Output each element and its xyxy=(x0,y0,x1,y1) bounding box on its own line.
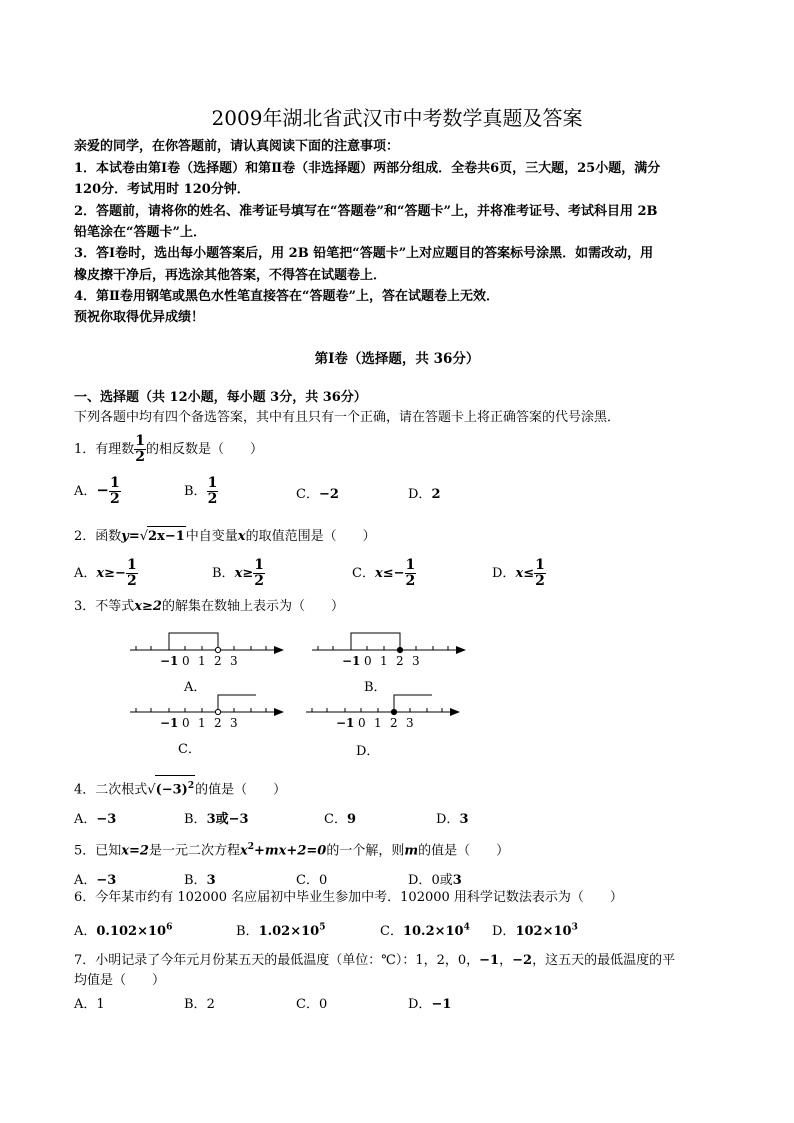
tick-label: 0 xyxy=(358,716,366,730)
number-line-b xyxy=(310,630,470,670)
tick-label: 1 xyxy=(198,654,206,668)
question-6-option-c: C．$10.2\times 10^4$ xyxy=(380,922,470,939)
question-5-option-a: A．−3 xyxy=(74,873,117,888)
question-3-label-a: A． xyxy=(184,680,207,695)
question-1-option-d: D．2 xyxy=(408,487,441,502)
question-1-option-c: C．−2 xyxy=(296,487,339,502)
solid-point xyxy=(391,709,396,714)
question-7-stem-line1: 7．小明记录了今年元月份某五天的最低温度（单位：℃）：1，2，0，−1，−2，这五天的最低温度的平 xyxy=(74,953,676,968)
question-4-option-d: D．3 xyxy=(436,812,469,827)
tick-label: 1 xyxy=(380,654,388,668)
question-1-option-b: B． $\frac{1}{2}$ xyxy=(184,475,218,507)
question-6-stem: 6．今年某市约有 102000 名应届初中毕业生参加中考．102000 用科学记数法表示为（ ） xyxy=(74,890,623,905)
notes-item2-line1: 2．答题前，请将你的姓名、准考证号填写在“答题卷”和“答题卡”上，并将准考证号、考试科目用 2B xyxy=(74,204,658,219)
notes-greeting: 亲爱的同学，在你答题前，请认真阅读下面的注意事项： xyxy=(74,139,400,154)
question-2-stem: 2．函数y=√2x−1中自变量x的取值范围是（ ） xyxy=(74,526,376,547)
tick-label: −1 xyxy=(160,654,179,668)
page-title: 2009年湖北省武汉市中考数学真题及答案 xyxy=(211,106,583,130)
question-3-label-c: C． xyxy=(178,742,201,757)
question-6-option-a: A．$0.102\times 10^6$ xyxy=(74,922,173,939)
tick-label: 2 xyxy=(214,654,222,668)
tick-label: 3 xyxy=(230,716,238,730)
notes-item4: 4．第Ⅱ卷用钢笔或黑色水性笔直接答在“答题卷”上，答在试题卷上无效． xyxy=(74,289,499,304)
question-2-option-b: B．x≥ $\frac{1}{2}$ xyxy=(212,557,264,589)
question-7-option-c: C．0 xyxy=(296,997,328,1012)
notes-item2-line2: 铅笔涂在“答题卡”上． xyxy=(74,225,206,240)
notes-item3-line2: 橡皮擦干净后，再选涂其他答案，不得答在试题卷上． xyxy=(74,268,387,283)
tick-label: 2 xyxy=(390,716,398,730)
tick-label: 2 xyxy=(396,654,404,668)
tick-label: 2 xyxy=(214,716,222,730)
question-1-stem: 1．有理数 $\frac{1}{2}$ 的相反数是（ ） xyxy=(74,433,264,465)
question-3-label-b: B． xyxy=(364,680,387,695)
question-5-option-c: C．0 xyxy=(296,873,328,888)
number-line-a xyxy=(128,630,288,670)
question-4-option-a: A．−3 xyxy=(74,812,117,827)
tick-label: 1 xyxy=(198,716,206,730)
question-2-option-a: A．x≥− $\frac{1}{2}$ xyxy=(74,557,137,589)
tick-label: 3 xyxy=(412,654,420,668)
tick-label: 1 xyxy=(374,716,382,730)
question-6-option-d: D．$102\times 10^3$ xyxy=(492,922,578,939)
number-line-c xyxy=(128,692,288,732)
part1-heading: 一、选择题（共 12小题，每小题 3分，共 36分） xyxy=(74,390,367,405)
solid-point xyxy=(397,647,402,652)
tick-label: 0 xyxy=(182,716,190,730)
notes-item1-line1: 1．本试卷由第Ⅰ卷（选择题）和第Ⅱ卷（非选择题）两部分组成．全卷共6页，三大题，25小题，满分 xyxy=(74,161,661,176)
hollow-point xyxy=(215,709,220,714)
tick-label: −1 xyxy=(342,654,361,668)
question-4-option-b: B．3或−3 xyxy=(184,812,249,827)
tick-label: −1 xyxy=(336,716,355,730)
question-1-option-a: A．− $\frac{1}{2}$ xyxy=(74,475,120,507)
question-7-option-d: D．−1 xyxy=(408,997,452,1012)
question-3-label-d: D． xyxy=(356,744,380,759)
tick-label: 0 xyxy=(182,654,190,668)
part1-instruction: 下列各题中均有四个备选答案，其中有且只有一个正确，请在答题卡上将正确答案的代号涂黑． xyxy=(74,410,621,425)
question-2-option-c: C．x≤− $\frac{1}{2}$ xyxy=(352,557,416,589)
tick-label: 3 xyxy=(406,716,414,730)
notes-wish: 预祝你取得优异成绩！ xyxy=(74,310,205,325)
notes-item3-line1: 3．答Ⅰ卷时，选出每小题答案后，用 2B 铅笔把“答题卡”上对应题目的答案标号涂黑．如需改动，用 xyxy=(74,246,654,261)
question-6-option-b: B．$1.02\times 10^5$ xyxy=(236,922,326,939)
tick-label: 3 xyxy=(230,654,238,668)
hollow-point xyxy=(215,647,220,652)
number-line-d xyxy=(304,692,464,732)
tick-label: 0 xyxy=(364,654,372,668)
question-4-option-c: C．9 xyxy=(324,812,356,827)
question-3-stem: 3．不等式x≥2的解集在数轴上表示为（ ） xyxy=(74,599,344,614)
question-5-stem: 5．已知x=2是一元二次方程$x^2+mx+2=0$的一个解，则m的值是（ ） xyxy=(74,842,510,859)
question-5-option-b: B．3 xyxy=(184,873,216,888)
question-5-option-d: D．0或3 xyxy=(408,873,462,888)
notes-item1-line2: 120分．考试用时 120分钟． xyxy=(74,182,250,197)
section-title: 第Ⅰ卷（选择题，共 36分） xyxy=(314,351,480,367)
question-4-stem: 4．二次根式$√(-3)^2$的值是（ ） xyxy=(74,775,286,800)
tick-label: −1 xyxy=(160,716,179,730)
question-2-option-d: D．x≤ $\frac{1}{2}$ xyxy=(492,557,545,589)
question-7-option-b: B．2 xyxy=(184,997,215,1012)
question-7-stem-line2: 均值是（ ） xyxy=(74,973,166,988)
question-7-option-a: A．1 xyxy=(74,997,105,1012)
